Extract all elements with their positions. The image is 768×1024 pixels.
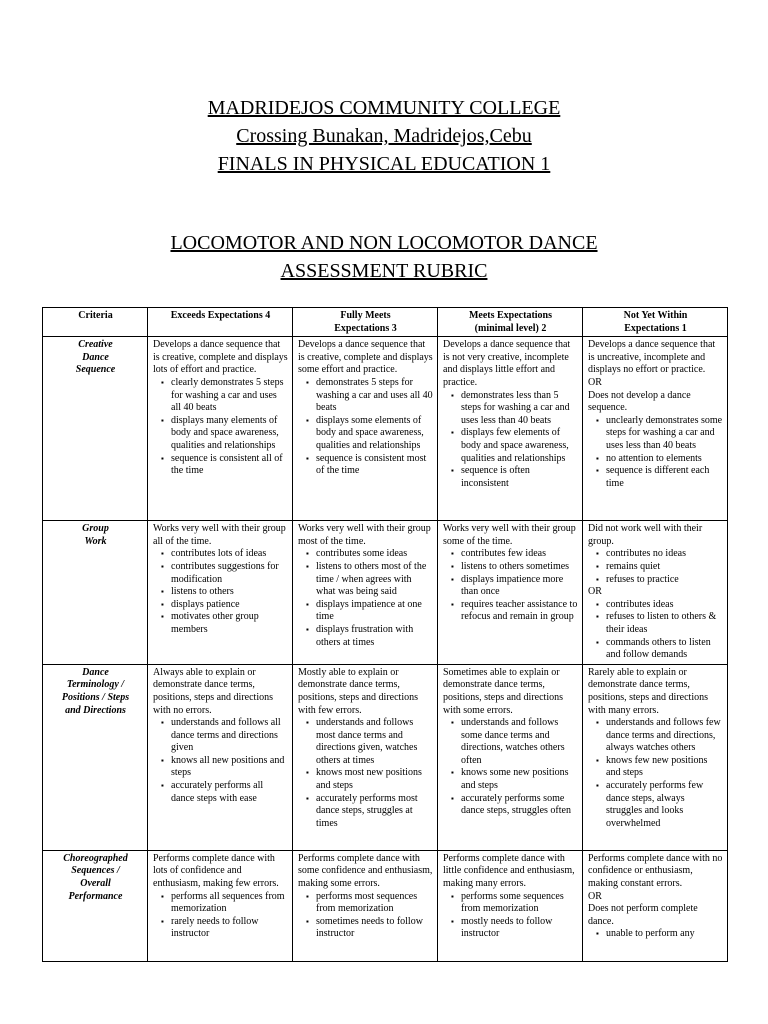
rubric-cell-meets — [438, 850, 583, 961]
criteria-label-line: Dance — [82, 351, 109, 363]
criteria-cell — [43, 337, 148, 521]
list-item: ▪ accurately performs some dance steps, struggles often — [461, 793, 578, 818]
criteria-label-line: and Directions — [65, 704, 126, 716]
list-item: ▪ sequence is different each time — [606, 465, 723, 490]
list-item: ▪ sequence is consistent most of the time — [316, 453, 433, 478]
cell-text: OR — [588, 890, 602, 902]
list-item: ▪ understands and follows few dance terms and directions, always watches others — [606, 717, 723, 755]
header-criteria: Criteria — [43, 308, 148, 337]
list-item: ▪ mostly needs to follow instructor — [461, 916, 578, 941]
cell-text: Develops a dance sequence that is not very creative, incomplete and displays little effort and practice. — [443, 339, 571, 388]
header-exceeds: Exceeds Expectations 4 — [148, 308, 293, 337]
bullet-list — [443, 717, 578, 818]
table-header-row — [43, 308, 728, 337]
rubric-cell-not-yet — [583, 850, 728, 961]
rubric-cell-exceeds — [148, 664, 293, 850]
document-header — [0, 94, 768, 178]
rubric-cell-meets — [438, 337, 583, 521]
criteria-label-line: Overall — [80, 877, 111, 889]
rubric-cell-fully-meets — [293, 850, 438, 961]
list-item: ▪ displays many elements of body and space awareness, qualities and relationships — [171, 415, 288, 453]
criteria-label-line: Performance — [68, 890, 123, 902]
header-not-yet — [583, 308, 728, 337]
list-item: ▪ sequence is consistent all of the time — [171, 453, 288, 478]
table-row — [43, 521, 728, 665]
criteria-label-line: Positions / Steps — [61, 691, 130, 703]
cell-text: Works very well with their group some of the time. — [443, 523, 576, 547]
list-item: ▪ displays few elements of body and space awareness, qualities and relationships — [461, 427, 578, 465]
list-item: ▪ demonstrates 5 steps for washing a car and uses all 40 beats — [316, 377, 433, 415]
header-not-yet-line2: Expectations 1 — [624, 322, 687, 334]
bullet-list — [443, 891, 578, 941]
list-item: ▪ displays some elements of body and space awareness, qualities and relationships — [316, 415, 433, 453]
cell-text: Performs complete dance with lots of confidence and enthusiasm, making few errors. — [153, 852, 279, 889]
criteria-label-line: Choreographed — [63, 852, 128, 864]
list-item: ▪ demonstrates less than 5 steps for washing a car and uses less than 40 beats — [461, 390, 578, 428]
list-item: ▪ accurately performs most dance steps, struggles at times — [316, 793, 433, 831]
cell-text: Performs complete dance with no confidence or enthusiasm, making constant errors. — [588, 852, 723, 889]
list-item: ▪ sequence is often inconsistent — [461, 465, 578, 490]
rubric-cell-fully-meets — [293, 521, 438, 665]
list-item: ▪ rarely needs to follow instructor — [171, 916, 288, 941]
criteria-label-line: Dance — [82, 666, 109, 678]
list-item: ▪ clearly demonstrates 5 steps for washing a car and uses all 40 beats — [171, 377, 288, 415]
list-item: ▪ understands and follows most dance terms and directions given, watches others at times — [316, 717, 433, 767]
bullet-list — [153, 377, 288, 478]
list-item: ▪ knows few new positions and steps — [606, 755, 723, 780]
criteria-label-line: Terminology / — [66, 679, 125, 691]
list-item: ▪ accurately performs all dance steps with ease — [171, 780, 288, 805]
list-item: ▪ displays patience — [171, 599, 288, 612]
criteria-label-line: Group — [82, 523, 109, 535]
header-meets — [438, 308, 583, 337]
cell-text: Develops a dance sequence that is uncreative, incomplete and displays no effort or practice. — [588, 339, 716, 376]
bullet-list — [588, 415, 723, 491]
table-row — [43, 664, 728, 850]
list-item: ▪ listens to others — [171, 586, 288, 599]
list-item: ▪ performs some sequences from memorization — [461, 891, 578, 916]
criteria-label-line: Work — [84, 535, 107, 547]
cell-text: OR — [588, 376, 602, 388]
rubric-cell-exceeds — [148, 337, 293, 521]
list-item: ▪ listens to others sometimes — [461, 561, 578, 574]
rubric-cell-exceeds — [148, 521, 293, 665]
bullet-list — [588, 928, 723, 941]
cell-text: Did not work well with their group. — [588, 523, 703, 547]
rubric-title-line1: LOCOMOTOR AND NON LOCOMOTOR DANCE — [170, 232, 598, 254]
list-item: ▪ contributes few ideas — [461, 548, 578, 561]
cell-text: Always able to explain or demonstrate dance terms, positions, steps and directions with no errors. — [153, 666, 273, 716]
list-item: ▪ listens to others most of the time / when agrees with what was being said — [316, 561, 433, 599]
cell-text: Does not develop a dance sequence. — [588, 389, 691, 414]
bullet-list — [588, 548, 723, 586]
bullet-list — [443, 390, 578, 491]
list-item: ▪ displays impatience more than once — [461, 574, 578, 599]
bullet-list — [588, 599, 723, 662]
bullet-list — [298, 891, 433, 941]
list-item: ▪ sometimes needs to follow instructor — [316, 916, 433, 941]
list-item: ▪ requires teacher assistance to refocus and remain in group — [461, 599, 578, 624]
list-item: ▪ contributes ideas — [606, 599, 723, 612]
table-row — [43, 337, 728, 521]
bullet-list — [443, 548, 578, 624]
cell-text: Performs complete dance with little confidence and enthusiasm, making many errors. — [443, 852, 575, 889]
rubric-title-line2: ASSESSMENT RUBRIC — [280, 260, 488, 282]
criteria-cell — [43, 664, 148, 850]
header-fully-meets-line2: Expectations 3 — [334, 322, 397, 334]
bullet-list — [298, 377, 433, 478]
list-item: ▪ refuses to practice — [606, 574, 723, 587]
rubric-table — [42, 307, 728, 962]
bullet-list — [298, 717, 433, 830]
list-item: ▪ displays impatience at one time — [316, 599, 433, 624]
cell-text: Develops a dance sequence that is creative, complete and displays lots of effort and practice. — [153, 339, 288, 376]
rubric-title — [0, 229, 768, 285]
college-address: Crossing Bunakan, Madridejos,Cebu — [236, 125, 532, 147]
rubric-cell-not-yet — [583, 337, 728, 521]
list-item: ▪ displays frustration with others at times — [316, 624, 433, 649]
list-item: ▪ knows most new positions and steps — [316, 767, 433, 792]
list-item: ▪ accurately performs few dance steps, always struggles and looks overwhelmed — [606, 780, 723, 830]
bullet-list — [153, 717, 288, 805]
cell-text: Works very well with their group all of the time. — [153, 523, 286, 547]
list-item: ▪ understands and follows all dance terms and directions given — [171, 717, 288, 755]
cell-text: Sometimes able to explain or demonstrate dance terms, positions, steps and directions with some errors. — [443, 666, 563, 716]
cell-text: Rarely able to explain or demonstrate dance terms, positions, steps and directions with many errors. — [588, 666, 708, 716]
rubric-cell-fully-meets — [293, 664, 438, 850]
criteria-label-line: Creative — [78, 339, 113, 351]
header-fully-meets — [293, 308, 438, 337]
cell-text: Works very well with their group most of the time. — [298, 523, 431, 547]
rubric-cell-meets — [438, 664, 583, 850]
cell-text: Mostly able to explain or demonstrate dance terms, positions, steps and directions with few errors. — [298, 666, 418, 716]
list-item: ▪ contributes suggestions for modification — [171, 561, 288, 586]
list-item: ▪ unable to perform any — [606, 928, 723, 941]
criteria-label-line: Sequences / — [71, 865, 120, 877]
list-item: ▪ no attention to elements — [606, 453, 723, 466]
list-item: ▪ contributes some ideas — [316, 548, 433, 561]
list-item: ▪ understands and follows some dance terms and directions, watches others often — [461, 717, 578, 767]
list-item: ▪ motivates other group members — [171, 611, 288, 636]
rubric-cell-not-yet — [583, 664, 728, 850]
table-row — [43, 850, 728, 961]
rubric-cell-meets — [438, 521, 583, 665]
rubric-cell-not-yet — [583, 521, 728, 665]
bullet-list — [153, 548, 288, 636]
header-fully-meets-line1: Fully Meets — [340, 310, 391, 321]
list-item: ▪ refuses to listen to others & their ideas — [606, 611, 723, 636]
bullet-list — [588, 717, 723, 830]
cell-text: Does not perform complete dance. — [588, 903, 698, 927]
list-item: ▪ remains quiet — [606, 561, 723, 574]
list-item: ▪ knows all new positions and steps — [171, 755, 288, 780]
bullet-list — [298, 548, 433, 649]
cell-text: Performs complete dance with some confidence and enthusiasm, making some errors. — [298, 852, 433, 889]
header-not-yet-line1: Not Yet Within — [623, 310, 688, 321]
rubric-cell-fully-meets — [293, 337, 438, 521]
criteria-cell — [43, 521, 148, 665]
criteria-label-line: Sequence — [75, 364, 116, 376]
list-item: ▪ unclearly demonstrates some steps for washing a car and uses less than 40 beats — [606, 415, 723, 453]
header-meets-line2: (minimal level) 2 — [474, 322, 547, 334]
header-meets-line1: Meets Expectations — [468, 310, 553, 321]
exam-title: FINALS IN PHYSICAL EDUCATION 1 — [217, 153, 551, 175]
rubric-cell-exceeds — [148, 850, 293, 961]
college-name: MADRIDEJOS COMMUNITY COLLEGE — [207, 97, 561, 119]
cell-text: OR — [588, 586, 602, 598]
list-item: ▪ performs most sequences from memorization — [316, 891, 433, 916]
list-item: ▪ knows some new positions and steps — [461, 767, 578, 792]
cell-text: Develops a dance sequence that is creative, complete and displays some effort and practice. — [298, 339, 433, 376]
list-item: ▪ contributes no ideas — [606, 548, 723, 561]
list-item: ▪ contributes lots of ideas — [171, 548, 288, 561]
criteria-cell — [43, 850, 148, 961]
list-item: ▪ commands others to listen and follow demands — [606, 637, 723, 662]
bullet-list — [153, 891, 288, 941]
list-item: ▪ performs all sequences from memorization — [171, 891, 288, 916]
